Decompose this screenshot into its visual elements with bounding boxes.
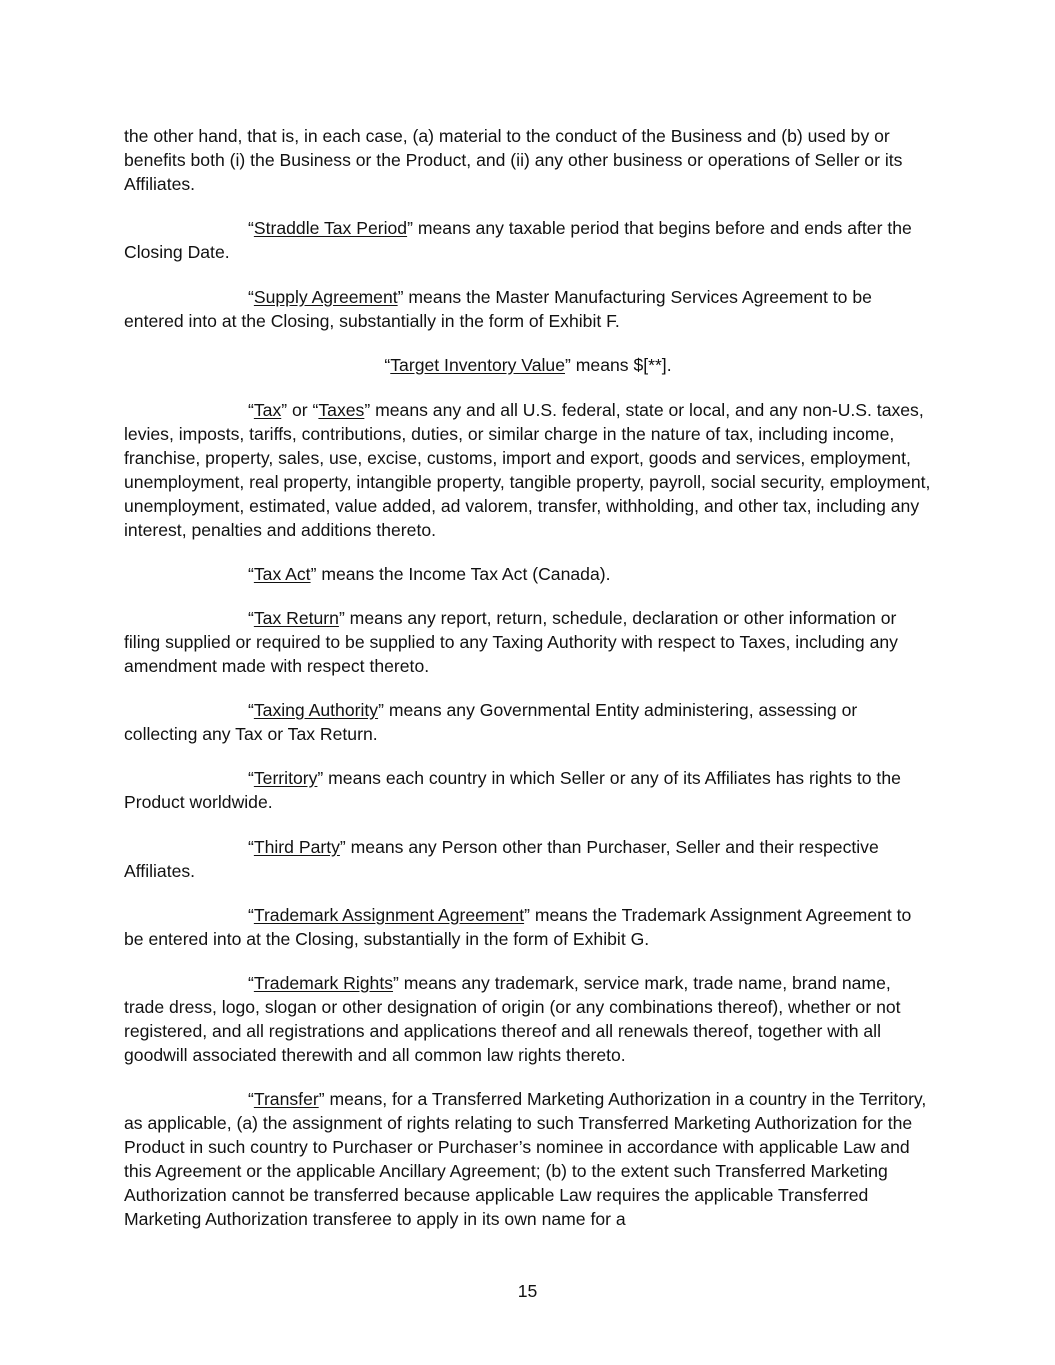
definition-target-inventory-value (124, 353, 932, 377)
definition-tax-act (124, 562, 932, 586)
defined-term: Supply Agreement (253, 287, 398, 307)
open-quote: “ (248, 973, 254, 993)
defined-term: Straddle Tax Period (253, 218, 408, 238)
definition-text: ” means any Person other than Purchaser, Seller and their respective Affiliates. (124, 837, 879, 881)
open-quote: “ (384, 355, 391, 375)
definition-third-party (124, 835, 932, 883)
defined-term: Transfer (253, 1089, 319, 1109)
open-quote: “ (248, 905, 254, 925)
open-quote: “ (248, 837, 254, 857)
definition-text: ” means the Income Tax Act (Canada). (310, 564, 611, 584)
definition-text: ” means any trademark, service mark, trade name, brand name, trade dress, logo, slogan or other designation of origin (or any combinations thereof), whether or not registered, and all registrations and applications thereof and all renewals thereof, together with all goodwill associated therewith and all common law rights thereto. (124, 973, 901, 1065)
definition-text: ” means any and all U.S. federal, state or local, and any non-U.S. taxes, levies, imposts, tariffs, contributions, duties, or similar charge in the nature of tax, including income, franchise, property, sales, use, excise, customs, import and export, goods and services, employment, unemployment, real property, intangible property, tangible property, payroll, social security, employment, unemployment, estimated, value added, ad valorem, transfer, withholding, and other tax, including any interest, penalties and additions thereto. (124, 400, 931, 540)
definition-taxing-authority (124, 698, 932, 746)
definition-text: ” means any Governmental Entity administering, assessing or collecting any Tax or Tax Return. (124, 700, 858, 744)
definition-trademark-assignment-agreement (124, 903, 932, 951)
definition-text: the other hand, that is, in each case, (a) material to the conduct of the Business and (b) used by or benefits both (i) the Business or the Product, and (ii) any other business or operations of Seller or its Affiliates. (124, 126, 903, 194)
open-quote: “ (248, 700, 254, 720)
defined-term: Trademark Rights (253, 973, 394, 993)
definition-text: ” means the Master Manufacturing Services Agreement to be entered into at the Closing, substantially in the form of Exhibit F. (124, 287, 872, 331)
defined-term-alt: Taxes (318, 400, 365, 420)
definition-text: ” means each country in which Seller or any of its Affiliates has rights to the Product worldwide. (124, 768, 901, 812)
defined-term: Taxing Authority (253, 700, 379, 720)
defined-term: Trademark Assignment Agreement (253, 905, 525, 925)
definition-text: ” means any taxable period that begins before and ends after the Closing Date. (124, 218, 912, 262)
open-quote: “ (248, 218, 254, 238)
definition-text: ” means, for a Transferred Marketing Authorization in a country in the Territory, as applicable, (a) the assignment of rights relating to such Transferred Marketing Authorization for the Product in such country to Purchaser or Purchaser’s nominee in accordance with applicable Law and this Agreement or the applicable Ancillary Agreement; (b) to the extent such Transferred Marketing Authorization cannot be transferred because applicable Law requires the applicable Transferred Marketing Authorization transferee to apply in its own name for a (124, 1089, 927, 1229)
open-quote: “ (248, 287, 254, 307)
definition-text: ” means any report, return, schedule, declaration or other information or filing supplied or required to be supplied to any Taxing Authority with respect to Taxes, including any amendment made with respect thereto. (124, 608, 898, 676)
open-quote: “ (248, 564, 254, 584)
definition-tax-return (124, 606, 932, 678)
open-quote: “ (248, 768, 254, 788)
defined-term: Tax (253, 400, 282, 420)
definition-text: ” means $[**]. (565, 355, 672, 375)
defined-term: Tax Act (253, 564, 311, 584)
defined-term: Target Inventory Value (390, 355, 565, 375)
page-number: 15 (517, 1281, 538, 1301)
defined-term: Territory (253, 768, 318, 788)
continuation-paragraph (124, 124, 932, 196)
definition-territory (124, 766, 932, 814)
open-quote: “ (248, 608, 254, 628)
definition-supply-agreement (124, 285, 932, 333)
separator-text: ” or “ (281, 400, 319, 420)
definition-straddle-tax-period (124, 216, 932, 264)
open-quote: “ (248, 400, 254, 420)
definition-transfer (124, 1087, 932, 1231)
defined-term: Third Party (253, 837, 340, 857)
definition-trademark-rights (124, 971, 932, 1067)
open-quote: “ (248, 1089, 254, 1109)
definition-text: ” means the Trademark Assignment Agreement to be entered into at the Closing, substantially in the form of Exhibit G. (124, 905, 912, 949)
definition-tax (124, 398, 932, 542)
defined-term: Tax Return (253, 608, 339, 628)
